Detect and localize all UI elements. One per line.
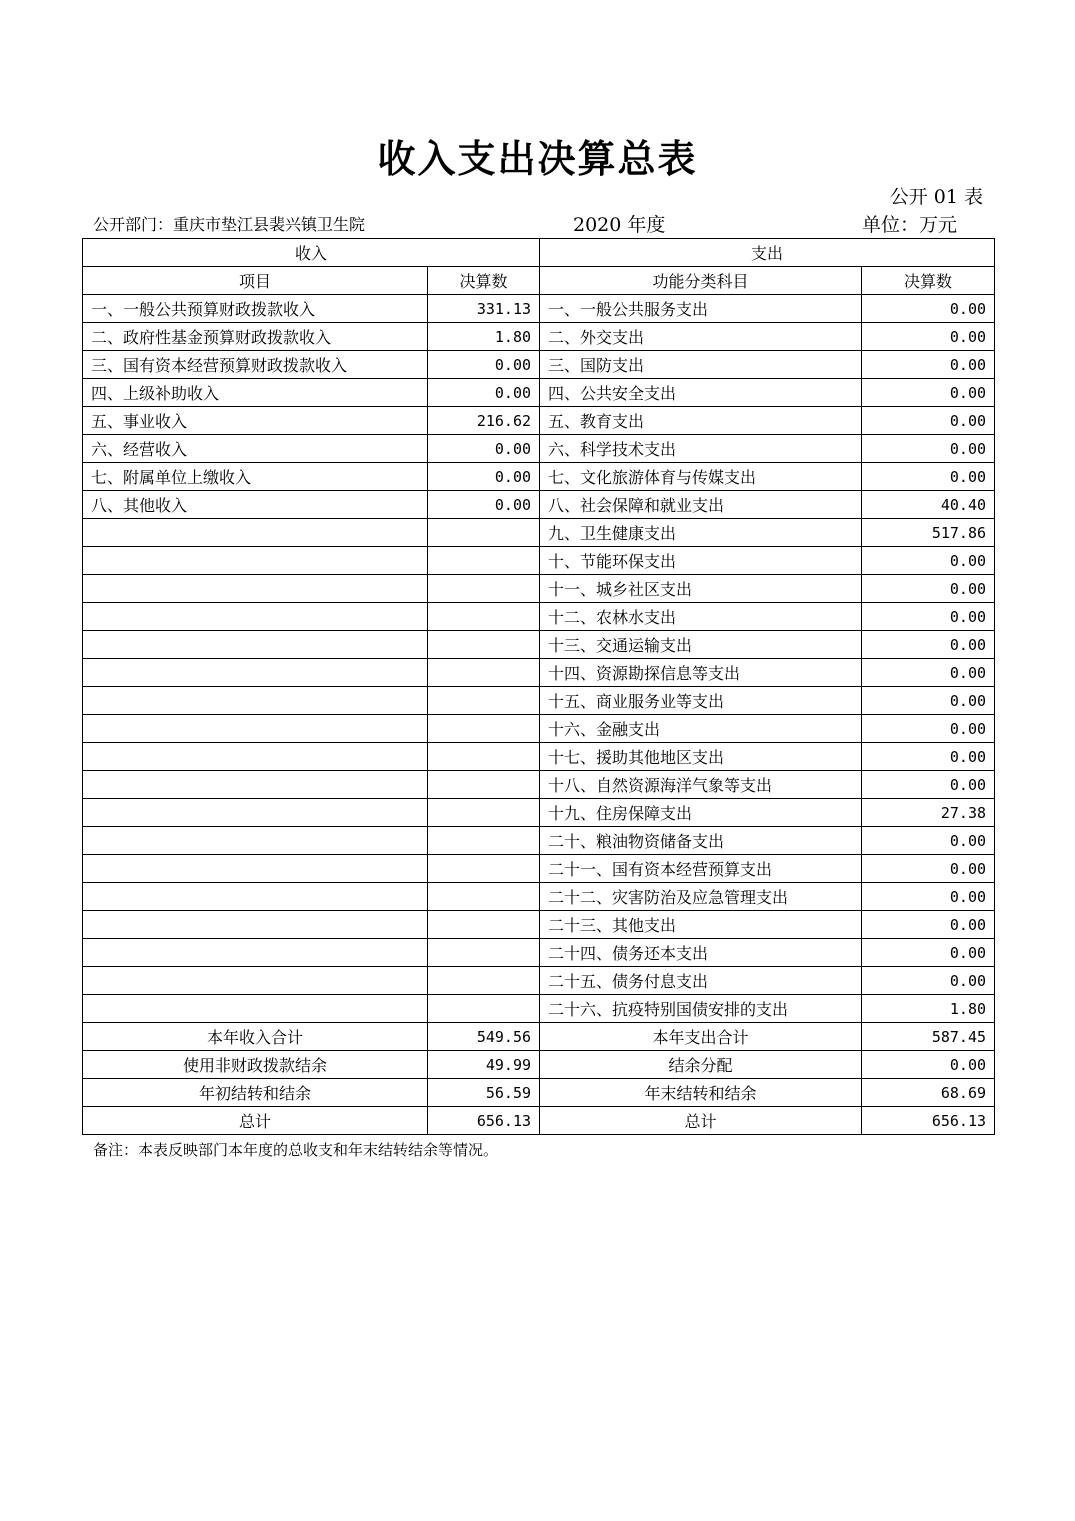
expense-amount: 0.00 [862, 911, 995, 939]
expense-item: 二、外交支出 [540, 323, 862, 351]
unit-label: 单位：万元 [862, 214, 958, 236]
expense-item: 九、卫生健康支出 [540, 519, 862, 547]
expense-item: 十三、交通运输支出 [540, 631, 862, 659]
summary-income-amount: 656.13 [428, 1107, 540, 1135]
income-amount: 0.00 [428, 351, 540, 379]
income-amount [428, 939, 540, 967]
summary-expense-amount: 68.69 [862, 1079, 995, 1107]
table-row [83, 295, 995, 323]
income-amount [428, 631, 540, 659]
table-row [83, 883, 995, 911]
expense-amount: 0.00 [862, 883, 995, 911]
expense-amount: 0.00 [862, 603, 995, 631]
fiscal-year: 2020 年度 [573, 214, 666, 236]
page-title: 收入支出决算总表 [377, 137, 698, 181]
income-item: 二、政府性基金预算财政拨款收入 [83, 323, 428, 351]
expense-amount: 0.00 [862, 687, 995, 715]
table-row [83, 435, 995, 463]
summary-income-item: 年初结转和结余 [83, 1079, 428, 1107]
summary-expense-item: 年末结转和结余 [540, 1079, 862, 1107]
col-header-amount2: 决算数 [862, 267, 995, 295]
income-item [83, 659, 428, 687]
income-item [83, 631, 428, 659]
expense-item: 二十五、债务付息支出 [540, 967, 862, 995]
income-amount: 1.80 [428, 323, 540, 351]
income-item [83, 967, 428, 995]
summary-expense-amount: 587.45 [862, 1023, 995, 1051]
expense-amount: 0.00 [862, 715, 995, 743]
expense-item: 六、科学技术支出 [540, 435, 862, 463]
income-item [83, 771, 428, 799]
section-header-row [83, 239, 995, 267]
income-item: 四、上级补助收入 [83, 379, 428, 407]
expense-item: 七、文化旅游体育与传媒支出 [540, 463, 862, 491]
expense-item: 十九、住房保障支出 [540, 799, 862, 827]
form-number: 公开 01 表 [889, 186, 983, 208]
income-amount [428, 575, 540, 603]
expense-item: 十一、城乡社区支出 [540, 575, 862, 603]
income-amount [428, 687, 540, 715]
table-row [83, 827, 995, 855]
income-amount: 0.00 [428, 463, 540, 491]
expense-item: 一、一般公共服务支出 [540, 295, 862, 323]
expense-amount: 0.00 [862, 547, 995, 575]
summary-expense-amount: 0.00 [862, 1051, 995, 1079]
expense-amount: 0.00 [862, 379, 995, 407]
income-item: 三、国有资本经营预算财政拨款收入 [83, 351, 428, 379]
expense-item: 十、节能环保支出 [540, 547, 862, 575]
income-amount [428, 883, 540, 911]
summary-income-amount: 56.59 [428, 1079, 540, 1107]
income-item: 八、其他收入 [83, 491, 428, 519]
expense-amount: 0.00 [862, 407, 995, 435]
table-row [83, 939, 995, 967]
expense-item: 三、国防支出 [540, 351, 862, 379]
expense-amount: 517.86 [862, 519, 995, 547]
income-amount [428, 659, 540, 687]
footnote: 备注：本表反映部门本年度的总收支和年末结转结余等情况。 [93, 1141, 499, 1159]
expense-amount: 1.80 [862, 995, 995, 1023]
col-header-item: 项目 [83, 267, 428, 295]
expense-amount: 0.00 [862, 295, 995, 323]
income-amount [428, 911, 540, 939]
income-amount [428, 827, 540, 855]
table-row [83, 491, 995, 519]
table-row [83, 715, 995, 743]
income-item: 五、事业收入 [83, 407, 428, 435]
summary-income-item: 本年收入合计 [83, 1023, 428, 1051]
expense-item: 十七、援助其他地区支出 [540, 743, 862, 771]
table-row [83, 995, 995, 1023]
expense-amount: 0.00 [862, 463, 995, 491]
expense-amount: 0.00 [862, 743, 995, 771]
income-item [83, 911, 428, 939]
expense-amount: 27.38 [862, 799, 995, 827]
table-row [83, 407, 995, 435]
income-item: 六、经营收入 [83, 435, 428, 463]
table-row [83, 911, 995, 939]
expense-amount: 0.00 [862, 351, 995, 379]
expense-amount: 0.00 [862, 827, 995, 855]
income-item [83, 799, 428, 827]
table-row [83, 687, 995, 715]
income-amount [428, 967, 540, 995]
income-item [83, 995, 428, 1023]
col-header-function: 功能分类科目 [540, 267, 862, 295]
table-row [83, 463, 995, 491]
income-item [83, 743, 428, 771]
expense-item: 十五、商业服务业等支出 [540, 687, 862, 715]
table-row [83, 547, 995, 575]
expense-item: 十六、金融支出 [540, 715, 862, 743]
income-amount [428, 743, 540, 771]
income-amount [428, 855, 540, 883]
expense-item: 二十三、其他支出 [540, 911, 862, 939]
summary-expense-item: 结余分配 [540, 1051, 862, 1079]
table-row [83, 351, 995, 379]
income-amount: 331.13 [428, 295, 540, 323]
department-label: 公开部门：重庆市垫江县裴兴镇卫生院 [93, 215, 366, 234]
income-item [83, 687, 428, 715]
income-item: 七、附属单位上缴收入 [83, 463, 428, 491]
table-row [83, 379, 995, 407]
expense-item: 五、教育支出 [540, 407, 862, 435]
table-body [83, 295, 995, 1135]
expense-amount: 40.40 [862, 491, 995, 519]
income-amount [428, 995, 540, 1023]
summary-income-item: 使用非财政拨款结余 [83, 1051, 428, 1079]
expense-section-header: 支出 [540, 239, 995, 267]
table-row [83, 631, 995, 659]
summary-row [83, 1079, 995, 1107]
income-amount [428, 519, 540, 547]
table-row [83, 519, 995, 547]
income-item [83, 603, 428, 631]
summary-row [83, 1051, 995, 1079]
summary-income-amount: 49.99 [428, 1051, 540, 1079]
income-item [83, 883, 428, 911]
income-amount [428, 603, 540, 631]
income-item: 一、一般公共预算财政拨款收入 [83, 295, 428, 323]
expense-amount: 0.00 [862, 939, 995, 967]
table-row [83, 575, 995, 603]
income-item [83, 939, 428, 967]
expense-amount: 0.00 [862, 435, 995, 463]
income-item [83, 715, 428, 743]
expense-amount: 0.00 [862, 967, 995, 995]
summary-expense-item: 本年支出合计 [540, 1023, 862, 1051]
income-amount [428, 771, 540, 799]
expense-item: 十四、资源勘探信息等支出 [540, 659, 862, 687]
income-item [83, 519, 428, 547]
expense-item: 四、公共安全支出 [540, 379, 862, 407]
summary-expense-item: 总计 [540, 1107, 862, 1135]
summary-row [83, 1107, 995, 1135]
table-row [83, 743, 995, 771]
table-row [83, 967, 995, 995]
expense-item: 二十、粮油物资储备支出 [540, 827, 862, 855]
income-section-header: 收入 [83, 239, 540, 267]
summary-income-item: 总计 [83, 1107, 428, 1135]
income-amount [428, 547, 540, 575]
expense-amount: 0.00 [862, 323, 995, 351]
summary-income-amount: 549.56 [428, 1023, 540, 1051]
expense-item: 二十四、债务还本支出 [540, 939, 862, 967]
column-header-row [83, 267, 995, 295]
income-expense-table [82, 238, 995, 1135]
income-item [83, 855, 428, 883]
income-item [83, 547, 428, 575]
expense-amount: 0.00 [862, 771, 995, 799]
table-row [83, 771, 995, 799]
expense-item: 二十六、抗疫特别国债安排的支出 [540, 995, 862, 1023]
income-amount: 0.00 [428, 435, 540, 463]
expense-item: 十八、自然资源海洋气象等支出 [540, 771, 862, 799]
income-amount: 0.00 [428, 491, 540, 519]
expense-amount: 0.00 [862, 855, 995, 883]
income-item [83, 575, 428, 603]
income-amount: 0.00 [428, 379, 540, 407]
table-row [83, 323, 995, 351]
expense-item: 十二、农林水支出 [540, 603, 862, 631]
table-row [83, 659, 995, 687]
summary-expense-amount: 656.13 [862, 1107, 995, 1135]
expense-amount: 0.00 [862, 631, 995, 659]
income-item [83, 827, 428, 855]
expense-amount: 0.00 [862, 659, 995, 687]
income-amount [428, 715, 540, 743]
expense-item: 八、社会保障和就业支出 [540, 491, 862, 519]
table-row [83, 855, 995, 883]
expense-item: 二十二、灾害防治及应急管理支出 [540, 883, 862, 911]
expense-amount: 0.00 [862, 575, 995, 603]
table-row [83, 799, 995, 827]
income-amount [428, 799, 540, 827]
summary-row [83, 1023, 995, 1051]
col-header-amount: 决算数 [428, 267, 540, 295]
expense-item: 二十一、国有资本经营预算支出 [540, 855, 862, 883]
table-row [83, 603, 995, 631]
income-amount: 216.62 [428, 407, 540, 435]
